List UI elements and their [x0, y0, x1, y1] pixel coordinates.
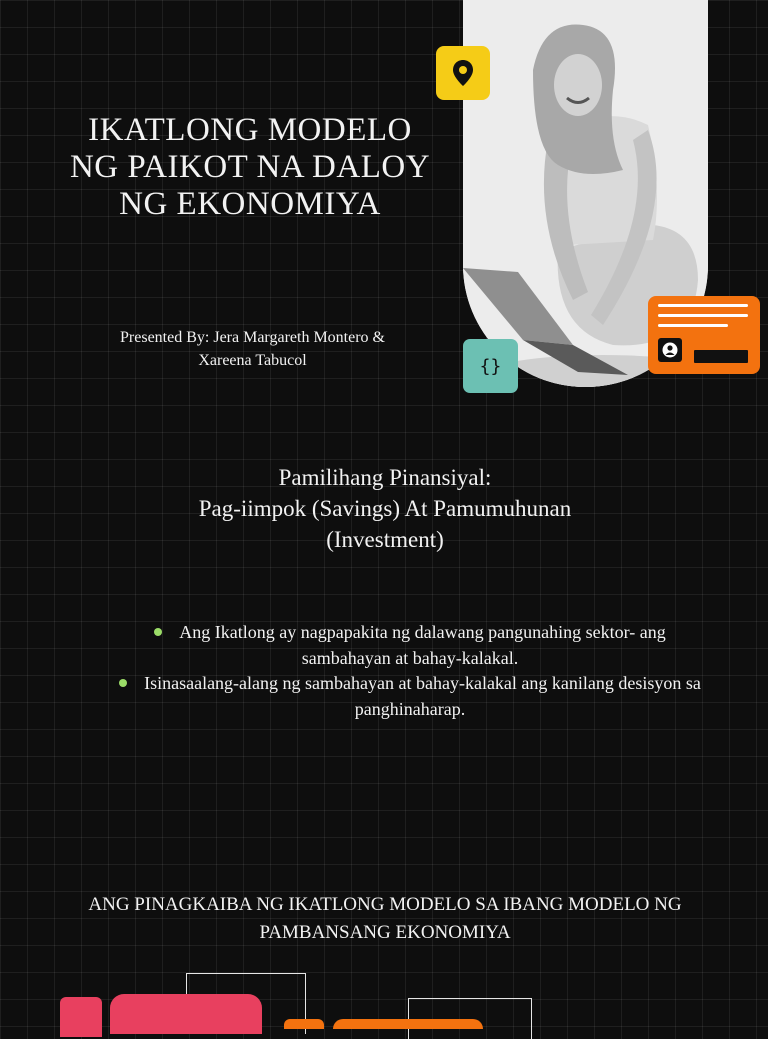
section-heading-line1: Pamilihang Pinansiyal:: [278, 465, 492, 490]
presenters: [70, 326, 435, 372]
pink-block-decoration: [110, 994, 262, 1034]
id-card-badge: [648, 296, 760, 374]
user-avatar-icon: [658, 338, 682, 362]
code-braces-icon: {}: [479, 355, 502, 377]
id-card-line: [658, 324, 728, 327]
orange-block-decoration: [284, 1019, 324, 1029]
list-item: [110, 671, 710, 722]
code-badge: [463, 339, 518, 393]
comparison-heading: ANG PINAGKAIBA NG IKATLONG MODELO SA IBANG MODELO NG PAMBANSANG EKONOMIYA: [88, 894, 682, 943]
section-heading-line2: Pag-iimpok (Savings) At Pamumuhunan: [198, 496, 572, 521]
presenters-line1: Presented By: Jera Margareth Montero &: [120, 329, 385, 346]
bullet-icon: [119, 679, 127, 687]
id-card-line: [658, 314, 748, 317]
presenters-line2: Xareena Tabucol: [198, 352, 307, 369]
page-title: IKATLONG MODELO NG PAIKOT NA DALOY NG EKONOMIYA: [69, 112, 431, 222]
bullet-icon: [154, 628, 162, 636]
bullet-text: Ang Ikatlong ay nagpapakita ng dalawang pangunahing sektor- ang sambahayan at bahay-kalakal.: [179, 622, 666, 668]
section-heading: [120, 462, 650, 555]
orange-block-decoration: [333, 1019, 483, 1029]
location-badge: [436, 46, 490, 100]
section-heading-line3: (Investment): [326, 527, 444, 552]
bullet-text: Isinasaalang-alang ng sambahayan at bahay-kalakal ang kanilang desisyon sa panghinaharap.: [144, 673, 701, 719]
pink-block-decoration: [60, 997, 102, 1037]
location-pin-icon: [452, 59, 474, 87]
id-card-line: [658, 304, 748, 307]
list-item: [110, 620, 710, 671]
bullet-list: [110, 620, 710, 722]
id-card-bar: [694, 350, 748, 363]
